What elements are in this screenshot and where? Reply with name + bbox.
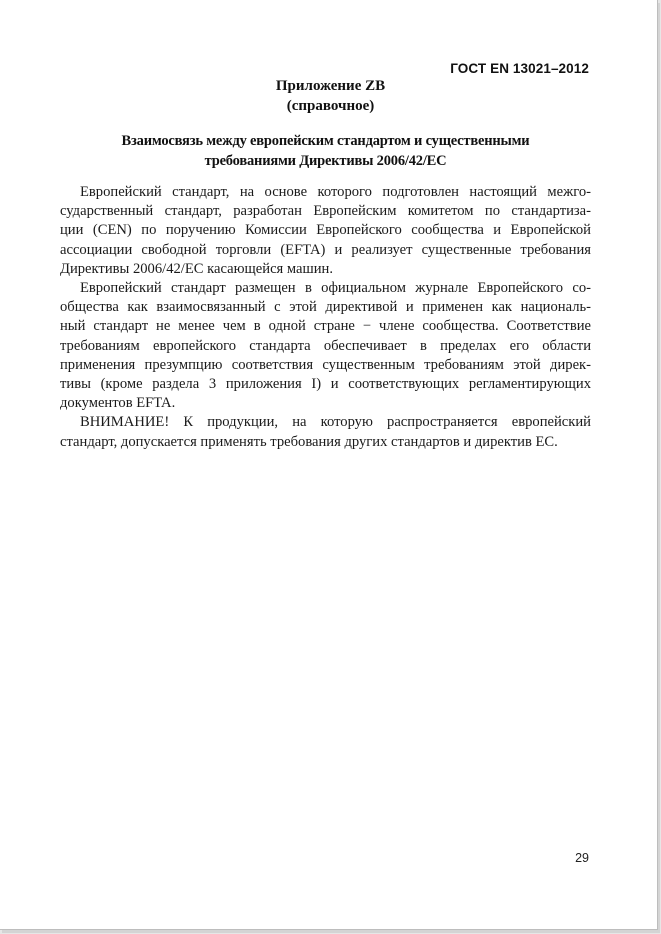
paragraph-line: общества как взаимосвязанный с этой директивой и применен как националь-	[60, 299, 591, 316]
standard-code: ГОСТ EN 13021–2012	[450, 61, 589, 76]
paragraph-line: стандарт, допускается применять требования других стандартов и директив ЕС.	[60, 433, 558, 450]
page-number: 29	[575, 851, 589, 865]
paragraph-line: ВНИМАНИЕ! К продукции, на которую распространяется европейский	[80, 414, 591, 431]
paragraph	[60, 183, 591, 279]
section-heading	[60, 131, 591, 171]
paragraph	[60, 279, 591, 413]
paragraph-line: ции (CEN) по поручению Комиссии Европейского сообщества и Европейской	[60, 222, 591, 239]
annex-heading	[0, 76, 658, 116]
paragraph-line: Европейский стандарт размещен в официальном журнале Европейского со-	[80, 280, 591, 297]
paragraph-line: документов EFTA.	[60, 395, 176, 412]
paragraph-line: тивы (кроме раздела 3 приложения I) и соответствующих регламентирующих	[60, 376, 591, 393]
paragraph-line: Европейский стандарт, на основе которого подготовлен настоящий межго-	[80, 184, 591, 200]
section-heading-line-1: Взаимосвязь между европейским стандартом и существенными	[121, 133, 530, 149]
paragraph-line: Директивы 2006/42/ЕС касающейся машин.	[60, 260, 334, 277]
annex-subtitle: (справочное)	[286, 98, 375, 114]
annex-title: Приложение ZB	[275, 78, 386, 94]
paragraph	[60, 413, 591, 451]
paragraph-line: ный стандарт не менее чем в одной стране − члене сообщества. Соответствие	[60, 318, 591, 335]
paragraph-line: сударственный стандарт, разработан Европейским комитетом по стандартиза-	[60, 203, 591, 220]
paragraph-line: требованиям европейского стандарта обеспечивает в пределах его области	[60, 337, 591, 354]
paragraph-line: применения презумпцию соответствия существенным требованиям этой дирек-	[60, 356, 591, 373]
paragraph-line: ассоциации свободной торговли (EFTA) и реализует существенные требования	[60, 241, 591, 258]
section-heading-line-2: требованиями Директивы 2006/42/ЕС	[204, 153, 447, 169]
body-text	[60, 183, 591, 452]
